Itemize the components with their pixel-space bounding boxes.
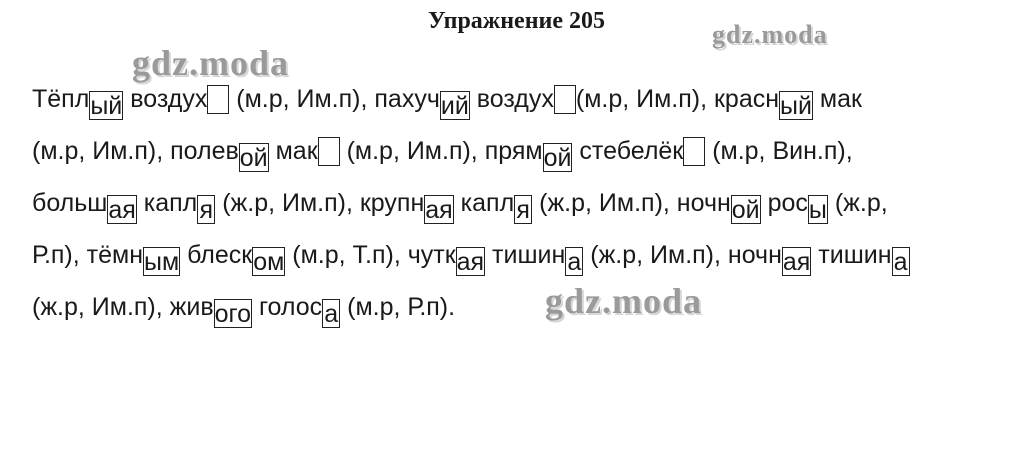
text-line — [32, 82, 862, 120]
text-segment: (ж.р, Им.п), крупн — [215, 189, 425, 217]
ending-box: ой — [239, 144, 268, 172]
text-line — [32, 290, 455, 328]
text-segment: (ж.р, — [827, 189, 888, 217]
ending-box: ой — [543, 144, 572, 172]
text-segment: рос — [760, 189, 808, 217]
page-title: Упражнение 205 — [427, 8, 605, 34]
text-line — [32, 238, 910, 276]
text-segment: (м.р, Им.п), пахуч — [229, 85, 440, 113]
ending-box: я — [514, 195, 532, 224]
text-segment: воздух — [469, 85, 554, 113]
text-segment: капл — [136, 189, 198, 217]
watermark: gdz.moda — [132, 43, 290, 83]
watermark: gdz.moda — [545, 281, 703, 321]
text-segment: воздух — [123, 85, 208, 113]
ending-box: ого — [214, 300, 252, 328]
ending-box: ая — [782, 248, 811, 276]
text-segment: больш — [32, 189, 108, 217]
text-segment: (м.р, Р.п). — [340, 293, 456, 321]
ending-box: ой — [731, 196, 760, 224]
ending-box: а — [565, 247, 583, 276]
watermark: gdz.moda — [712, 20, 828, 49]
ending-box: ы — [808, 196, 827, 224]
text-segment: блеск — [180, 241, 253, 269]
ending-box: а — [322, 299, 340, 328]
text-segment: (ж.р, Им.п), ночн — [532, 189, 731, 217]
text-segment: голос — [252, 293, 323, 321]
text-segment: (ж.р, Им.п), жив — [32, 293, 214, 321]
ending-box: ом — [253, 248, 285, 276]
ending-box: ым — [144, 248, 180, 276]
text-segment: Р.п), тёмн — [32, 241, 143, 269]
text-segment: стебелёк — [572, 137, 684, 165]
ending-box: я — [197, 195, 215, 224]
text-segment: мак — [812, 85, 862, 113]
ending-box — [683, 137, 705, 166]
ending-box: ий — [440, 92, 469, 120]
text-segment: (ж.р, Им.п), ночн — [583, 241, 782, 269]
ending-box — [318, 137, 340, 166]
ending-box: ая — [425, 196, 453, 224]
text-segment: мак — [268, 137, 318, 165]
ending-box: ый — [780, 92, 812, 120]
text-line — [32, 134, 853, 172]
text-segment: (м.р, Им.п), полев — [32, 137, 239, 165]
text-segment: (м.р, Им.п), прям — [339, 137, 543, 165]
text-line — [32, 186, 888, 224]
text-segment: (м.р, Т.п), чутк — [285, 241, 456, 269]
text-segment: тишин — [811, 241, 892, 269]
ending-box: ый — [90, 92, 123, 120]
ending-box — [554, 85, 576, 114]
ending-box — [207, 85, 229, 114]
text-segment: (м.р, Им.п), красн — [575, 85, 780, 113]
text-segment: капл — [453, 189, 515, 217]
ending-box: а — [892, 247, 910, 276]
text-segment: Тёпл — [32, 85, 90, 113]
ending-box: ая — [108, 196, 136, 224]
text-segment: тишин — [485, 241, 566, 269]
ending-box: ая — [456, 248, 485, 276]
text-segment: (м.р, Вин.п), — [705, 137, 853, 165]
